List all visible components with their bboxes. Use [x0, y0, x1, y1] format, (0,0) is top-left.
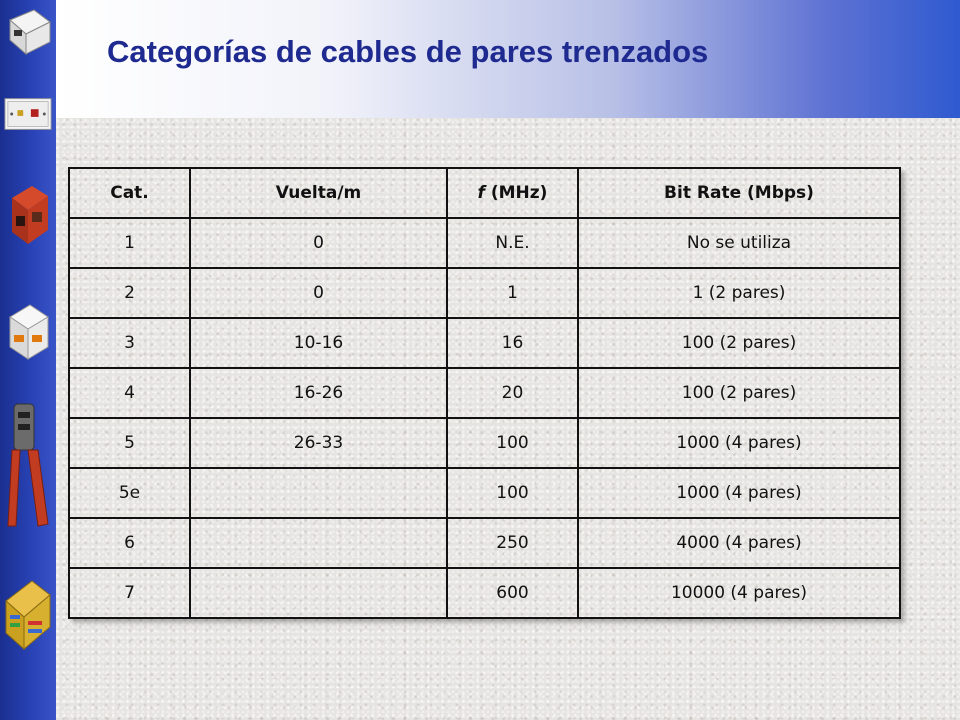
cell-bit-rate: 100 (2 pares)	[578, 318, 900, 368]
keystone-jack-icon	[4, 180, 52, 250]
cell-cat: 7	[69, 568, 190, 618]
cell-cat: 5	[69, 418, 190, 468]
cell-twists: 10-16	[190, 318, 447, 368]
cell-bit-rate: 100 (2 pares)	[578, 368, 900, 418]
cell-frequency: 100	[447, 468, 578, 518]
cell-cat: 1	[69, 218, 190, 268]
cell-twists: 26-33	[190, 418, 447, 468]
cell-frequency: 16	[447, 318, 578, 368]
cell-frequency: 600	[447, 568, 578, 618]
cell-bit-rate: 10000 (4 pares)	[578, 568, 900, 618]
cell-cat: 5e	[69, 468, 190, 518]
table-row	[69, 268, 900, 318]
cell-cat: 6	[69, 518, 190, 568]
cell-bit-rate: 1000 (4 pares)	[578, 418, 900, 468]
wall-jack-icon	[4, 4, 52, 60]
header-frequency: f (MHz)	[447, 168, 578, 218]
cell-frequency: 20	[447, 368, 578, 418]
cell-bit-rate: 4000 (4 pares)	[578, 518, 900, 568]
table-row	[69, 468, 900, 518]
cell-frequency: N.E.	[447, 218, 578, 268]
table-row	[69, 518, 900, 568]
header-bit-rate: Bit Rate (Mbps)	[578, 168, 900, 218]
table-row	[69, 368, 900, 418]
table-row	[69, 218, 900, 268]
cell-twists	[190, 468, 447, 518]
cable-categories-table-wrap	[68, 167, 901, 619]
cell-cat: 2	[69, 268, 190, 318]
faceplate-icon	[4, 92, 52, 136]
sidebar	[0, 0, 56, 720]
cell-twists: 0	[190, 268, 447, 318]
cell-twists	[190, 518, 447, 568]
punch-down-block-icon	[4, 574, 52, 654]
table-row	[69, 318, 900, 368]
cable-categories-table	[68, 167, 901, 619]
crimping-tool-icon	[4, 400, 52, 530]
table-row	[69, 568, 900, 618]
cell-frequency: 1	[447, 268, 578, 318]
cell-frequency: 250	[447, 518, 578, 568]
cell-bit-rate: No se utiliza	[578, 218, 900, 268]
cell-twists	[190, 568, 447, 618]
page-title: Categorías de cables de pares trenzados	[107, 34, 709, 69]
cell-twists: 0	[190, 218, 447, 268]
table-row	[69, 418, 900, 468]
cell-bit-rate: 1 (2 pares)	[578, 268, 900, 318]
cell-cat: 4	[69, 368, 190, 418]
surface-box-icon	[4, 296, 52, 366]
header-cat: Cat.	[69, 168, 190, 218]
header-twists: Vuelta/m	[190, 168, 447, 218]
cell-twists: 16-26	[190, 368, 447, 418]
cell-cat: 3	[69, 318, 190, 368]
cell-bit-rate: 1000 (4 pares)	[578, 468, 900, 518]
table-header-row	[69, 168, 900, 218]
cell-frequency: 100	[447, 418, 578, 468]
